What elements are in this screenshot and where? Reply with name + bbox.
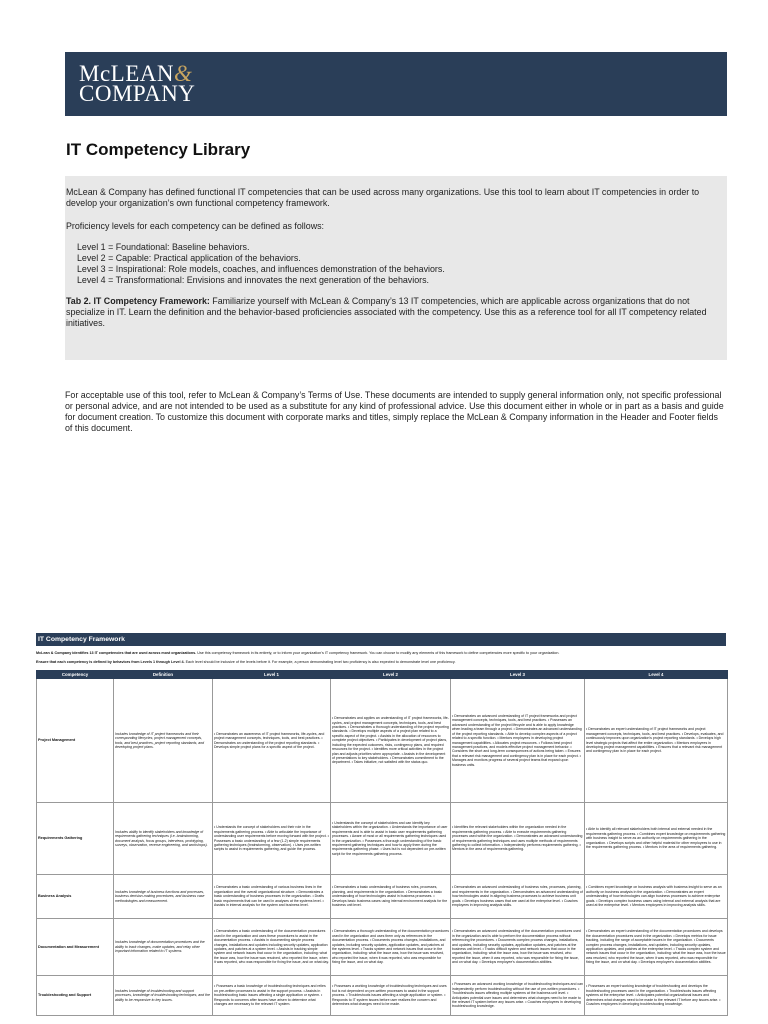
level-1-cell: • Possesses a basic knowledge of troubleshooting techniques and relies on pre-written processes to assist in the support process. • Assists in troubleshooting basic issues affecting a single application or system. • Responds to concerns after issues have arisen to determine what changes are necessary to the relevant IT system. <box>213 976 331 1016</box>
column-header: Definition <box>114 671 213 679</box>
level-2-cell: • Demonstrates and applies an understanding of IT project frameworks, life-cycles, and project management concepts, techniques, tools, and best practices. • Demonstrates a thorough understanding of the project reporting standards. • Develops multiple aspects of a project plan related to a specific aspect of the project. • Assists in the allocation of resources to complete project objectives. • Participates in development of project plans, including the expected outcomes, risks, contingency plans, and required resources for the project. • Identifies more critical activities in the project plan and adjusts priorities when appropriate. • Assists in the development of presentations to key stakeholders. • Demonstrates commitment to the department. • Takes initiative, not satisfied with the status quo. <box>331 679 451 803</box>
level-3-cell: • Demonstrates an advanced understanding of business roles, processes, planning, and requirements in the organization. • Demonstrates an advanced understanding of how technologies assist in aligning business processes to achieve business unit goals. • Develops business cases that are used at the enterprise level. • Coaches employees in improving analysis skills. <box>451 875 585 919</box>
level-4-cell: • Demonstrates an expert understanding of the documentation procedures and develops the documentation procedures used in the organization. • Develops metrics for issue tracking, including the range of acceptable issues in the organization. • Documents complex process changes, installations, and updates, including security updates, application updates, and patches at the enterprise level. • Tracks complex system and network issues that occur in the organization, including: what the issue was, how the issue was resolved, who reported the issue, when it was reported, who was responsible for fixing the issue, and on what day. • Develops employee’s documentation abilities. <box>585 919 728 976</box>
table-header-row <box>37 671 728 679</box>
level-4-cell: • Demonstrates an expert understanding of IT project frameworks and project management concepts, techniques, tools, and best practices. • Develops, evaluates, and continuously improves upon organization’s project reporting standards. • Develops high level strategic projects that affect the entire organization. • Mentors employees in developing project management capabilities. • Ensures that a relevant risk management and contingency plan is in place for each project. <box>585 679 728 803</box>
level-4-cell: • Able to identify all relevant stakeholders both internal and external needed in the requirements gathering process. • Combines expert knowledge on requirements gathering with business insight to serve as an authority on requirements gathering in the organization. • Develops scripts and other helpful material for other employees to use in the requirements gathering process. • Mentors in the area of requirements gathering. <box>585 803 728 875</box>
level-3-cell: • Demonstrates an advanced understanding of IT project frameworks and project management concepts, techniques, tools, and best practices. • Possesses an advanced understanding of the project lifecycle and is able to apply knowledge when leading a team through a project. • Demonstrates an advanced understanding of the project reporting standards. • Able to develop complex aspects of a project related to a specific function. • Mentors employees in developing project management capabilities. • Allocates project resources. • Follows best project management practices, and models effective project management behavior. • Considers the short and long-term consequences of actions being taken. • Ensures that a relevant risk management and contingency plan is in place for each project. • Manages and monitors progress of several project teams that expand upon business units. <box>451 679 585 803</box>
level-3-cell: • Identifies the relevant stakeholders within the organization needed in the requirements gathering process. • Able to execute requirements gathering processes used within the organization. • Demonstrates an advanced understanding of requirements gathering techniques and uses multiple methods of requirements gathering to collect information. • Independently performs requirements gathering. • Mentors in the area of requirements gathering. <box>451 803 585 875</box>
header-banner <box>65 52 727 116</box>
terms-of-use-paragraph: For acceptable use of this tool, refer to McLean & Company’s Terms of Use. These documents are intended to supply general information only, not specific professional or personal advice, and are not intended to be used as a substitute for any kind of professional advice. Use this document either in whole or in part as a basis and guide for document creation. To customize this document with corporate marks and titles, simply replace the McLean & Company information in the Header and Footer fields of this document. <box>65 390 724 433</box>
level-3-cell: • Possesses an advanced working knowledge of troubleshooting techniques and can independently perform troubleshooting without the use of pre-written procedures. • Troubleshoots issues affecting multiple systems at the business unit level. • Anticipates potential user issues and determines what changes need to be made to the relevant IT system before any issues arise. • Coaches employees in developing troubleshooting knowledge. <box>451 976 585 1016</box>
intro-box <box>65 176 727 360</box>
framework-note-2-text: Each level should be inclusive of the levels before it. For example, a person demonstrating level two proficiency is also expected to demonstrate level one proficiency. <box>184 660 456 664</box>
table-row <box>37 875 728 919</box>
framework-note-1-text: Use this competency framework in its entirety, or to inform your organization’s IT competency framework. You can choose to modify any elements of this framework to define competencies more specific to your organization. <box>196 651 560 655</box>
framework-note-2-bold: Ensure that each competency is defined by behaviors from Levels 1 through Level 4. <box>36 660 185 664</box>
column-header: Level 1 <box>213 671 331 679</box>
logo-text-line2: COMPANY <box>79 81 196 106</box>
table-row <box>37 803 728 875</box>
table-row <box>37 976 728 1016</box>
tab2-description <box>66 296 721 329</box>
level-2-cell: • Demonstrates a basic understanding of business roles, processes, planning, and requirements in the organization. • Demonstrates a basic understanding of how technologies assist in business processes. • Develops basic business cases using internal environment analysis for the business unit level. <box>331 875 451 919</box>
definition-cell: Includes ability to identify stakeholders and knowledge of requirements gathering techniques (i.e. brainstorming, document analysis, focus groups, interviews, prototyping, surveys, observation, reverse engineering, and workshops). <box>114 803 213 875</box>
column-header: Level 4 <box>585 671 728 679</box>
level-4-cell: • Possesses an expert working knowledge of troubleshooting and develops the troubleshooting processes used in the organization. • Troubleshoots issues affecting systems at the enterprise level. • Anticipates potential organizational issues and determines what changes need to be made to the relevant IT before any issues arise. • Coaches employees in developing troubleshooting knowledge. <box>585 976 728 1016</box>
level-1-cell: • Demonstrates a basic understanding of various business lines in the organization and the overall organizational structure. • Demonstrates a basic understanding of business processes in the organization. • Drafts basic requirements that can be used in analyses at the systems level. • Assists in internal analysis for the system and business level. <box>213 875 331 919</box>
framework-title: IT Competency Framework <box>36 633 726 646</box>
level-2-cell: • Possesses a working knowledge of troubleshooting techniques and uses but is not dependent on pre-written processes to assist in the support process. • Troubleshoots issues affecting a single application or system. • Responds to IT system issues before user realizes the concern and determines what changes need to be made. <box>331 976 451 1016</box>
competency-cell: Documentation and Measurement <box>37 919 114 976</box>
proficiency-intro: Proficiency levels for each competency can be defined as follows: <box>66 221 325 231</box>
framework-note-1 <box>36 651 559 656</box>
definition-cell: Includes knowledge of business functions and processes, business decision-making procedures, and business case methodologies and measurement. <box>114 875 213 919</box>
level-1-cell: • Demonstrates a basic understanding of the documentation procedures used in the organization and uses these procedures to assist in the documentation process. • Assists in documenting simple process changes, installations and updates including security updates, application updates, and patches at a system level. • Assists in tracking simple system and network issues that occur in the organization, including: what the issue was, how the issue was resolved, who reported the issue, when it was reported, who was responsible for fixing the issue, and on what day. <box>213 919 331 976</box>
table-row <box>37 679 728 803</box>
table-row <box>37 919 728 976</box>
level-1-cell: • Understands the concept of stakeholders and their role in the requirements gathering process. • Able to articulate the importance of understanding user requirements before moving forward with the project. • Possesses a basic understanding of a few (1-2) simple requirements gathering techniques (brainstorming, observation). • Uses pre-written scripts to assist in requirements gathering, and guide the process. <box>213 803 331 875</box>
level-4-cell: • Combines expert knowledge on business analysis with business insight to serve as an authority on business analysis in the organization. • Demonstrates an expert understanding of how technologies can align business processes to achieve enterprise goals. • Develops complex business cases using internal and external analysis that are used at the enterprise level. • Mentors employees in improving analysis skills. <box>585 875 728 919</box>
tab2-label: Tab 2. IT Competency Framework: <box>66 296 210 306</box>
logo-text-line1: McLEAN <box>79 61 174 86</box>
competency-cell: Project Management <box>37 679 114 803</box>
tab2-text: Familiarize yourself with McLean & Company’s 13 IT competencies, which are applicable across organizations that do not specialize in IT. Learn the definition and the behavior-based proficiencies associated with the competency. Use this as a reference tool for all IT competency related initiatives. <box>66 296 707 328</box>
level-2-cell: • Understands the concept of stakeholders and can identify key stakeholders within the organization. • Understands the importance of user requirements and is able to assist in basic user requirements gathering processes. • Aware of most or all requirements gathering techniques used in the organization. • Possesses a thorough understanding of the basic requirement gathering techniques and how to apply them during the requirements gathering phase. • Uses but is not dependent on pre-written script for the requirements gathering process. <box>331 803 451 875</box>
definition-cell: Includes knowledge of IT project frameworks and their corresponding lifecycles, project management concepts, tools, and best practices, project reporting standards, and developing project plans. <box>114 679 213 803</box>
competency-cell: Business Analysis <box>37 875 114 919</box>
level-3-definition: Level 3 = Inspirational: Role models, coaches, and influences demonstration of the behaviors. <box>77 264 445 274</box>
proficiency-levels <box>77 242 717 286</box>
column-header: Competency <box>37 671 114 679</box>
level-1-definition: Level 1 = Foundational: Baseline behaviors. <box>77 242 250 252</box>
column-header: Level 3 <box>451 671 585 679</box>
level-2-cell: • Demonstrates a thorough understanding of the documentation procedures used in the organization and uses them only as references in the documentation process. • Documents process changes, installations, and updates, including security updates, application updates, and patches at the systems level. • Tracks system and network issues that occur in the organization, including: what the issue was, how the issue was resolved, who reported the issue, when it was reported, who was responsible for fixing the issue, and on what day. <box>331 919 451 976</box>
level-3-cell: • Demonstrates an advanced understanding of the documentation procedures used in the organization and is able to perform the documentation process without referencing the procedures. • Documents complex process changes, installations, and updates, including security updates, application updates, and patches at the business unit level. • Tracks difficult system and network issues that occur in the organization, including: what the issue was, how the issue was resolved, who reported the issue, when it was reported, who was responsible for fixing the issue, and on what day. • Develops employee’s documentation abilities. <box>451 919 585 976</box>
page-title: IT Competency Library <box>66 140 251 159</box>
level-4-definition: Level 4 = Transformational: Envisions and innovates the next generation of the behaviors. <box>77 275 430 285</box>
competency-framework-table <box>36 670 728 1016</box>
column-header: Level 2 <box>331 671 451 679</box>
definition-cell: Includes knowledge of documentation procedures and the ability to track changes, make updates, and relay other important information related to IT systems. <box>114 919 213 976</box>
intro-paragraph: McLean & Company has defined functional IT competencies that can be used across many organizations. Use this tool to learn about IT competencies in order to develop your organization’s own functional competency framework. <box>66 187 700 208</box>
framework-note-1-bold: McLean & Company identifies 13 IT competencies that are used across most organizations. <box>36 651 197 655</box>
competency-cell: Troubleshooting and Support <box>37 976 114 1016</box>
level-1-cell: • Demonstrates an awareness of IT project frameworks, life-cycles, and project management concepts, techniques, tools, and best practices. • Demonstrates an understanding of the project reporting standards. • Develops simple project plans for a specific aspect of the project. <box>213 679 331 803</box>
logo-ampersand: & <box>173 61 193 86</box>
level-2-definition: Level 2 = Capable: Practical application of the behaviors. <box>77 253 301 263</box>
company-logo <box>79 61 196 106</box>
competency-cell: Requirements Gathering <box>37 803 114 875</box>
framework-note-2 <box>36 660 455 665</box>
definition-cell: Includes knowledge of troubleshooting and support processes, knowledge of troubleshooting techniques, and the ability to be responsive to key issues. <box>114 976 213 1016</box>
